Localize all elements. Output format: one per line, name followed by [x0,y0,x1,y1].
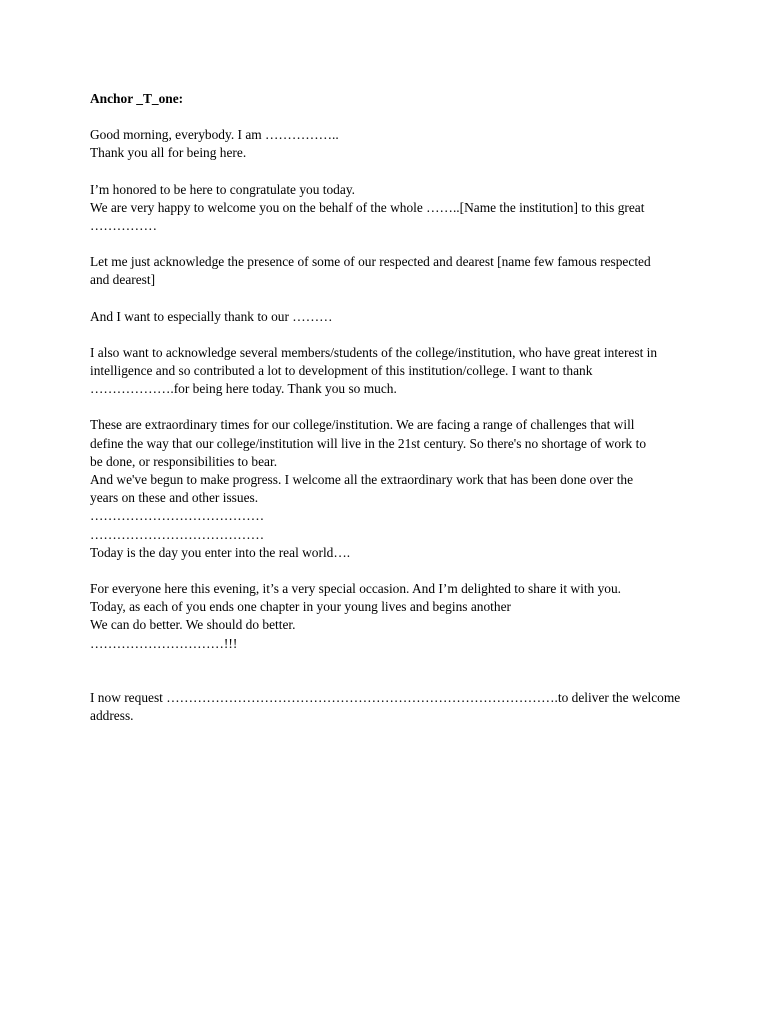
paragraph-line: I also want to acknowledge several members/students of the college/institution, who have great interest in [90,344,658,360]
paragraph-line: intelligence and so contributed a lot to development of this institution/college. I want to thank [90,363,593,379]
paragraph-line: ………………………………… [90,508,265,524]
paragraph-line: And I want to especially thank to our ……… [90,308,333,324]
paragraph-line: These are extraordinary times for our college/institution. We are facing a range of challenges that will [90,417,635,433]
welcome-paragraph [90,181,690,236]
document-body [90,90,690,743]
paragraph-line: I now request …………………………………………………………………………….to deliver the welcome [90,689,681,705]
paragraph-line: Today is the day you enter into the real world…. [90,544,351,560]
paragraph-line: ……………….for being here today. Thank you so much. [90,381,397,397]
paragraph-line: …………………………!!! [90,635,238,651]
paragraph-line: Good morning, everybody. I am …………….. [90,127,339,143]
acknowledgement-paragraph [90,253,690,289]
document-title: Anchor _T_one: [90,91,184,106]
paragraph-line: define the way that our college/institution will live in the 21st century. So there's no shortage of work to [90,435,647,451]
thanks-paragraph [90,308,690,326]
paragraph-line: Today, as each of you ends one chapter in your young lives and begins another [90,599,511,615]
paragraph-line: We are very happy to welcome you on the behalf of the whole ……..[Name the institution] to this great [90,199,645,215]
paragraph-line: and dearest] [90,272,156,288]
challenges-paragraph [90,416,690,562]
paragraph-line: Let me just acknowledge the presence of some of our respected and dearest [name few famous respected [90,254,651,270]
occasion-paragraph [90,580,690,653]
paragraph-line: And we've begun to make progress. I welcome all the extraordinary work that has been done over the [90,472,634,488]
paragraph-line: I’m honored to be here to congratulate you today. [90,181,355,197]
paragraph-line: For everyone here this evening, it’s a very special occasion. And I’m delighted to share it with you. [90,581,622,597]
greeting-paragraph [90,126,690,162]
members-paragraph [90,344,690,399]
paragraph-line: …………… [90,218,157,234]
paragraph-line: address. [90,708,134,724]
paragraph-line: ………………………………… [90,526,265,542]
request-paragraph [90,689,690,725]
paragraph-line: be done, or responsibilities to bear. [90,453,278,469]
paragraph-line: We can do better. We should do better. [90,617,296,633]
paragraph-line: years on these and other issues. [90,490,259,506]
paragraph-line: Thank you all for being here. [90,145,247,161]
